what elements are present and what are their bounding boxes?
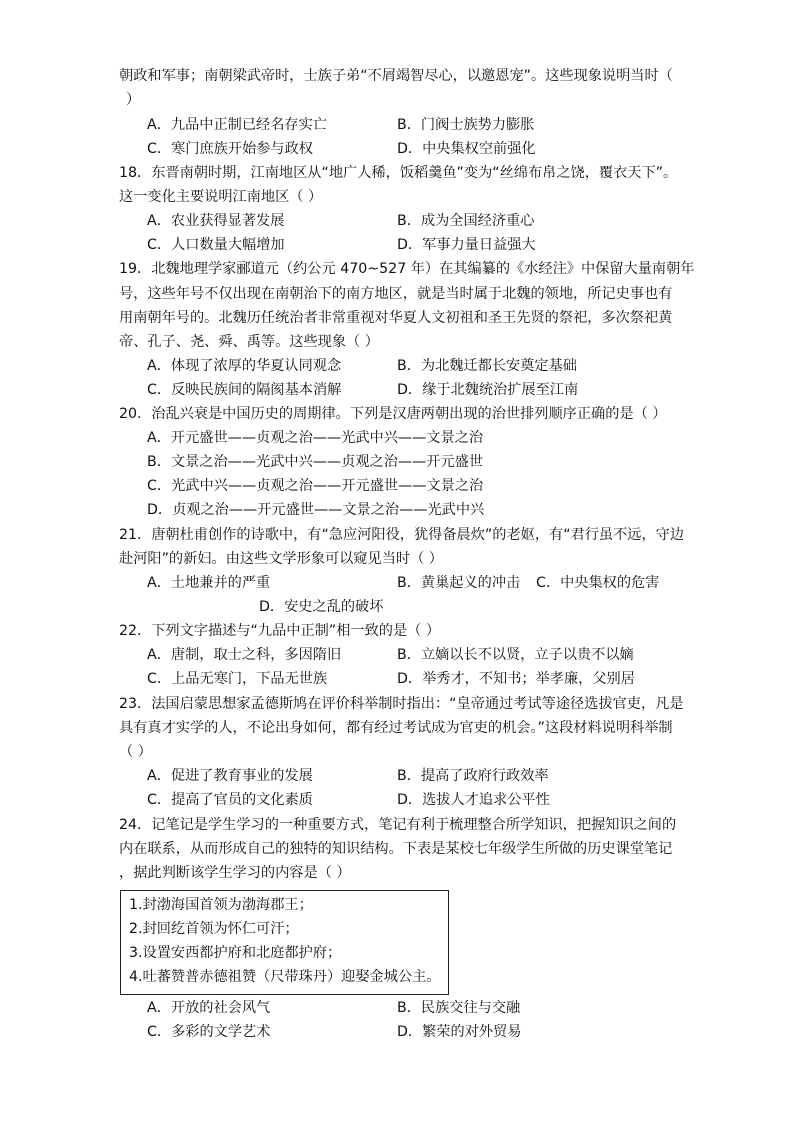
q19-stem-line3: 用南朝年号的。北魏历任统治者非常重视对华夏人文初祖和圣王先贤的祭祀，多次祭祀黄 — [119, 310, 673, 326]
q20-option-b[interactable]: B．文景之治——光武中兴——贞观之治——开元盛世 — [147, 454, 484, 470]
q24-option-d[interactable]: D．繁荣的对外贸易 — [397, 1024, 522, 1040]
q17-option-d[interactable]: D．中央集权空前强化 — [397, 141, 536, 157]
q21-option-c[interactable]: C．中央集权的危害 — [536, 575, 660, 591]
q23-option-a[interactable]: A．促进了教育事业的发展 — [147, 768, 313, 784]
q24-option-b[interactable]: B．民族交往与交融 — [397, 1000, 521, 1016]
q19-option-b[interactable]: B．为北魏迁都长安奠定基础 — [397, 358, 577, 374]
q21-stem-line1: 21．唐朝杜甫创作的诗歌中，有“急应河阳役，犹得备晨炊”的老妪，有“君行虽不远，守边 — [119, 527, 685, 543]
q20-option-d[interactable]: D．贞观之治——开元盛世——文景之治——光武中兴 — [147, 502, 485, 518]
q21-option-d[interactable]: D．安史之乱的破坏 — [259, 599, 384, 615]
q24-stem-line2: 内在联系，从而形成自己的独特的知识结构。下表是某校七年级学生所做的历史课堂笔记 — [119, 841, 673, 857]
q24-stem-line3: ，据此判断该学生学习的内容是（ ） — [119, 865, 351, 881]
q24-stem-line1: 24．记笔记是学生学习的一种重要方式，笔记有利于梳理整合所学知识，把握知识之间的 — [119, 817, 677, 833]
q21-option-a[interactable]: A．土地兼并的严重 — [147, 575, 271, 591]
note-item: 3.设置安西都护府和北庭都护府； — [129, 945, 342, 961]
q22-option-b[interactable]: B．立嫡以长不以贤，立子以贵不以嫡 — [397, 647, 634, 663]
q19-stem-line4: 帝、孔子、尧、舜、禹等。这些现象（ ） — [119, 334, 379, 350]
q21-option-b[interactable]: B．黄巢起义的冲击 — [397, 575, 521, 591]
q19-option-d[interactable]: D．缘于北魏统治扩展至江南 — [397, 382, 579, 398]
q17-option-b[interactable]: B．门阀士族势力膨胀 — [397, 117, 535, 133]
q22-option-a[interactable]: A．唐制，取士之科，多因隋旧 — [147, 647, 342, 663]
q18-option-b[interactable]: B．成为全国经济重心 — [397, 213, 535, 229]
q20-stem-line1: 20．治乱兴衰是中国历史的周期律。下列是汉唐两朝出现的治世排列顺序正确的是（ ） — [119, 406, 667, 422]
q19-option-c[interactable]: C．反映民族间的隔阂基本消解 — [147, 382, 342, 398]
q21-stem-line2: 赴河阳”的新妇。由这些文学形象可以窥见当时（ ） — [119, 551, 443, 567]
q24-option-a[interactable]: A．开放的社会风气 — [147, 1000, 271, 1016]
q18-stem-line1: 18．东晋南朝时期，江南地区从“地广人稀，饭稻羹鱼”变为“丝绵布帛之饶，覆衣天下”。 — [119, 165, 678, 181]
q18-option-c[interactable]: C．人口数量大幅增加 — [147, 237, 285, 253]
q19-stem-line2: 号，这些年号不仅出现在南朝治下的南方地区，就是当时属于北魏的领地，所记史事也有 — [119, 286, 673, 302]
q19-stem-line1: 19．北魏地理学家郦道元（约公元 470~527 年）在其编纂的《水经注》中保留大量南朝年 — [119, 261, 695, 277]
q23-option-b[interactable]: B．提高了政府行政效率 — [397, 768, 549, 784]
q17-option-c[interactable]: C．寒门庶族开始参与政权 — [147, 141, 313, 157]
q23-stem-line3: （ ） — [119, 744, 152, 760]
q22-option-d[interactable]: D．举秀才，不知书；举孝廉，父别居 — [397, 671, 635, 687]
q22-stem-line1: 22．下列文字描述与“九品中正制”相一致的是（ ） — [119, 623, 441, 639]
q20-option-c[interactable]: C．光武中兴——贞观之治——开元盛世——文景之治 — [147, 478, 484, 494]
q18-option-a[interactable]: A．农业获得显著发展 — [147, 213, 285, 229]
q18-option-d[interactable]: D．军事力量日益强大 — [397, 237, 536, 253]
q23-stem-line2: 具有真才实学的人，不论出身如何，都有经过考试成为官吏的机会。”这段材料说明科举制 — [119, 720, 673, 736]
q23-option-d[interactable]: D．选拔人才追求公平性 — [397, 792, 550, 808]
q18-stem-line2: 这一变化主要说明江南地区（ ） — [119, 189, 323, 205]
q17-stem-line2: ） — [126, 92, 141, 108]
q17-option-a[interactable]: A．九品中正制已经名存实亡 — [147, 117, 327, 133]
q17-stem-line1: 朝政和军事；南朝梁武帝时，士族子弟“不屑竭智尽心，以邀恩宠”。这些现象说明当时（ — [119, 68, 673, 84]
q24-option-c[interactable]: C．多彩的文学艺术 — [147, 1024, 271, 1040]
q23-option-c[interactable]: C．提高了官员的文化素质 — [147, 792, 313, 808]
q20-option-a[interactable]: A．开元盛世——贞观之治——光武中兴——文景之治 — [147, 430, 484, 446]
q22-option-c[interactable]: C．上品无寒门，下品无世族 — [147, 671, 328, 687]
note-item: 2.封回纥首领为怀仁可汗； — [129, 921, 299, 937]
q23-stem-line1: 23．法国启蒙思想家孟德斯鸠在评价科举制时指出：“皇帝通过考试等途径选拔官吏，凡是 — [119, 696, 684, 712]
q19-option-a[interactable]: A．体现了浓厚的华夏认同观念 — [147, 358, 342, 374]
note-item: 1.封渤海国首领为渤海郡王； — [129, 897, 313, 913]
note-item: 4.吐蕃赞普赤德祖赞（尺带珠丹）迎娶金城公主。 — [129, 969, 441, 985]
q24-notes-box — [120, 890, 449, 995]
